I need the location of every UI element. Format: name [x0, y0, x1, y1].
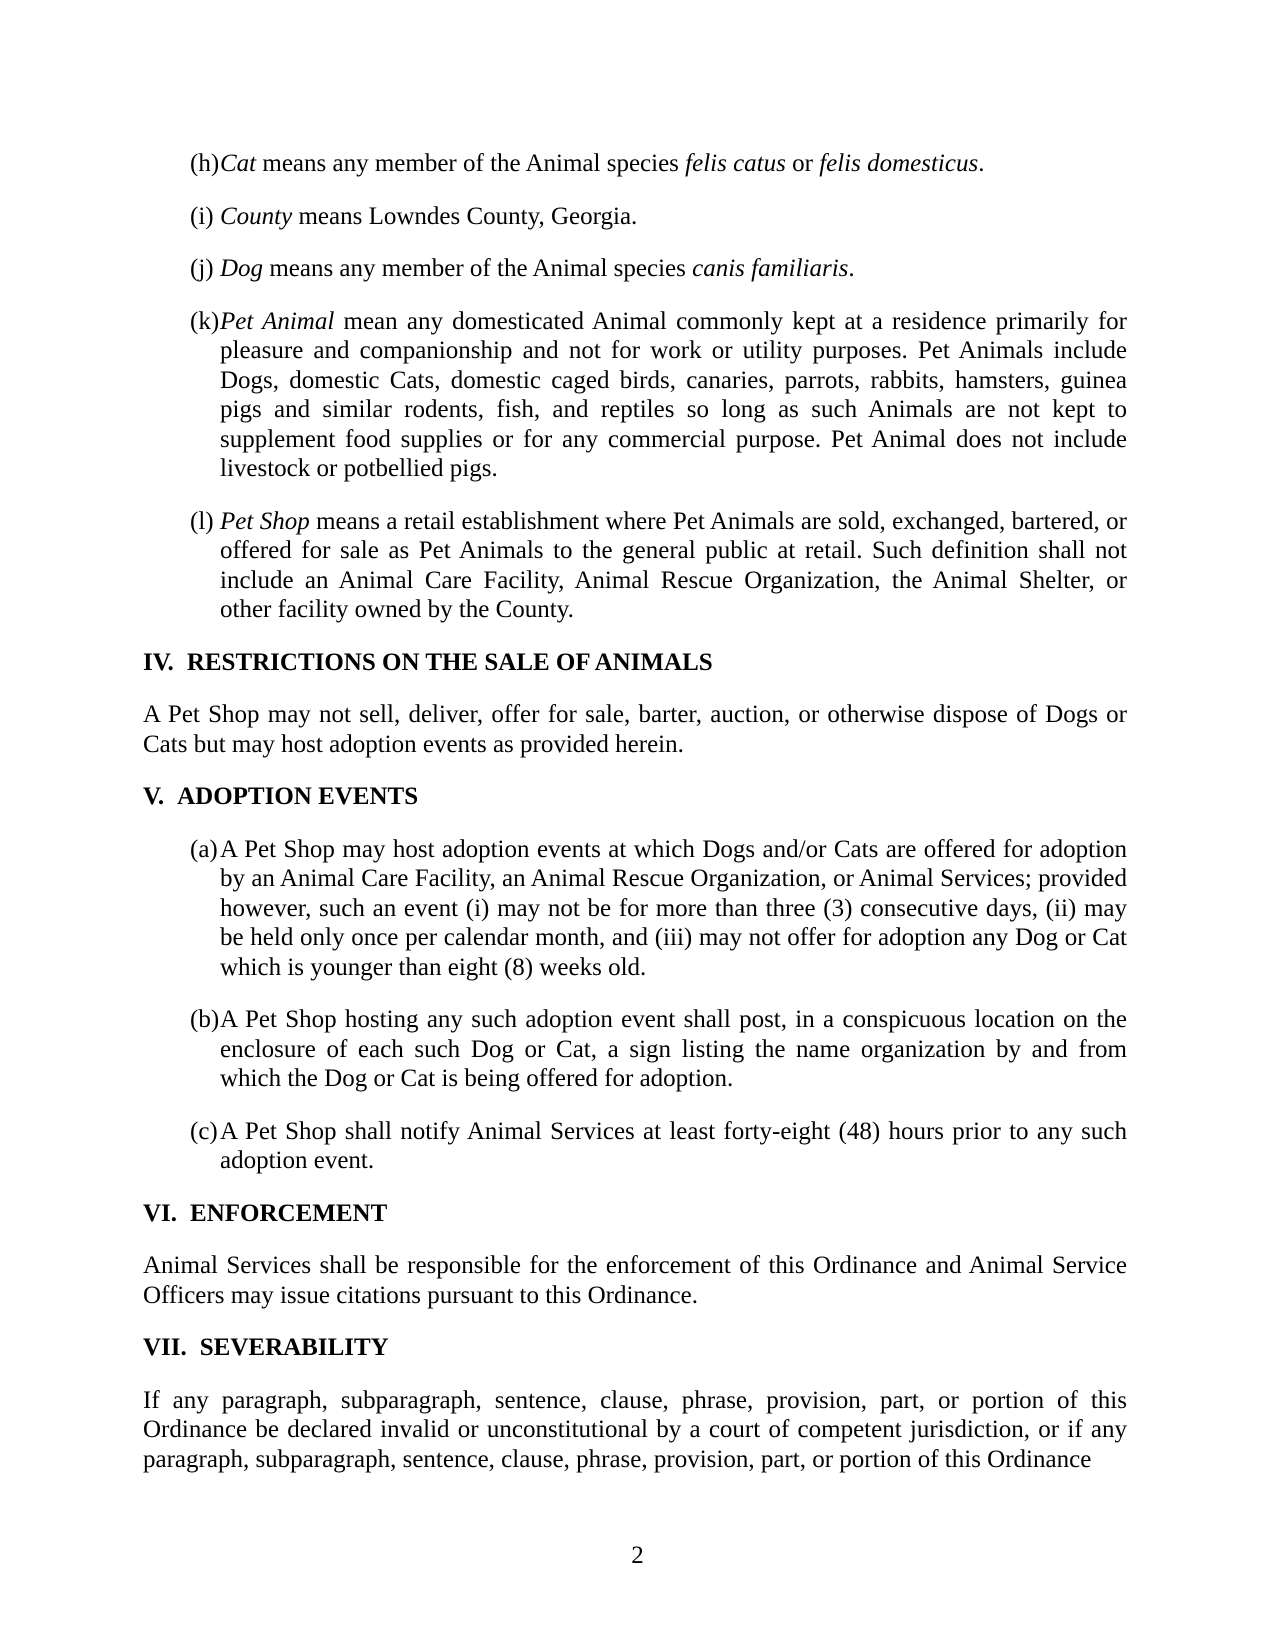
adoption-item-a [143, 835, 1127, 983]
definitions-list [143, 149, 1127, 625]
adoption-item-text: A Pet Shop shall notify Animal Services at least forty-eight (48) hours prior to any such adoption event. [220, 1117, 1127, 1174]
definition-item-h [143, 149, 1127, 179]
list-marker: (b) [190, 1006, 220, 1033]
list-marker: (l) [190, 507, 214, 535]
italic-term: Pet Shop [220, 507, 310, 535]
section-heading-vii [143, 1333, 1127, 1363]
section-heading-iv [143, 648, 1127, 678]
definition-item-k [143, 307, 1127, 484]
text-run: . [848, 255, 855, 282]
italic-term: Cat [220, 150, 257, 177]
page-footer [0, 1541, 1275, 1571]
italic-term: canis familiaris [692, 255, 849, 282]
adoption-item-text: A Pet Shop may host adoption events at which Dogs and/or Cats are offered for adoption by an Animal Care Facility, an Animal Rescue Organization, or Animal Services; provided however, such an event (i) may not be for more than three (3) consecutive days, (ii) may be held only once per calendar month, and (iii) may not offer for adoption any Dog or Cat which is younger than eight (8) weeks old. [220, 835, 1127, 981]
italic-term: Pet Animal [220, 307, 335, 335]
adoption-item-c [143, 1117, 1127, 1176]
definition-item-l [143, 507, 1127, 625]
text-run: . [978, 150, 985, 177]
adoption-item-text: A Pet Shop hosting any such adoption event shall post, in a conspicuous location on the enclosure of each such Dog or Cat, a sign listing the name organization by and from which the Dog or Cat is being offered for adoption. [220, 1006, 1127, 1092]
list-marker: (k) [190, 307, 220, 335]
list-marker: (a) [190, 835, 218, 863]
text-run: means Lowndes County, Georgia. [292, 202, 638, 230]
text-run: means a retail establishment where Pet Animals are sold, exchanged, bartered, or offered for sale as Pet Animals to the general public at retail. Such definition shall not include an Animal Care Facility, Animal Rescue Organization, the Animal Shelter, or other facility owned by the County. [220, 507, 1127, 623]
heading-number: VI. [143, 1199, 178, 1227]
section-vi-paragraph: Animal Services shall be responsible for the enforcement of this Ordinance and Animal Service Officers may issue citations pursuant to this Ordinance. [143, 1252, 1127, 1309]
adoption-item-b [143, 1005, 1127, 1094]
definition-item-j [143, 254, 1127, 284]
heading-title: SEVERABILITY [199, 1334, 389, 1361]
list-marker: (i) [190, 202, 214, 230]
heading-number: IV. [143, 648, 174, 676]
italic-term: County [220, 202, 293, 230]
page-number: 2 [631, 1542, 644, 1569]
heading-number: VII. [143, 1334, 187, 1361]
italic-term: Dog [220, 255, 264, 282]
heading-title: ENFORCEMENT [190, 1199, 388, 1227]
text-run: mean any domesticated Animal commonly kept at a residence primarily for pleasure and companionship and not for work or utility purposes. Pet Animals include Dogs, domestic Cats, domestic caged birds, canaries, parrots, rabbits, hamsters, guinea pigs and similar rodents, fish, and reptiles so long as such Animals are not kept to supplement food supplies or for any commercial purpose. Pet Animal does not include livestock or potbellied pigs. [220, 307, 1128, 482]
adoption-events-list [143, 835, 1127, 1176]
definition-text [220, 255, 855, 282]
list-marker: (h) [190, 150, 220, 177]
text-run: means any member of the Animal species [263, 255, 693, 282]
definition-text [220, 508, 1127, 624]
heading-title: ADOPTION EVENTS [177, 783, 419, 810]
definition-text [220, 308, 1127, 483]
section-iv-paragraph: A Pet Shop may not sell, deliver, offer for sale, barter, auction, or otherwise dispose of Dogs or Cats but may host adoption events as provided herein. [143, 701, 1127, 758]
heading-number: V. [143, 783, 165, 810]
section-heading-vi [143, 1199, 1127, 1229]
italic-term: felis domesticus [819, 150, 979, 177]
heading-title: RESTRICTIONS ON THE SALE OF ANIMALS [186, 648, 713, 676]
page-content [143, 149, 1127, 1497]
italic-term: felis catus [685, 150, 786, 177]
definition-text [220, 150, 984, 177]
text-run: means any member of the Animal species [256, 150, 686, 177]
list-marker: (j) [190, 255, 214, 282]
list-marker: (c) [190, 1117, 218, 1145]
section-heading-v [143, 782, 1127, 812]
section-vii-paragraph: If any paragraph, subparagraph, sentence, clause, phrase, provision, part, or portion of this Ordinance be declared invalid or unconstitutional by a court of competent jurisdiction, or if any paragraph, subparagraph, sentence, clause, phrase, provision, part, or portion of this Ordinance [143, 1386, 1127, 1473]
definition-text [220, 203, 637, 230]
definition-item-i [143, 202, 1127, 232]
text-run: or [785, 150, 820, 177]
